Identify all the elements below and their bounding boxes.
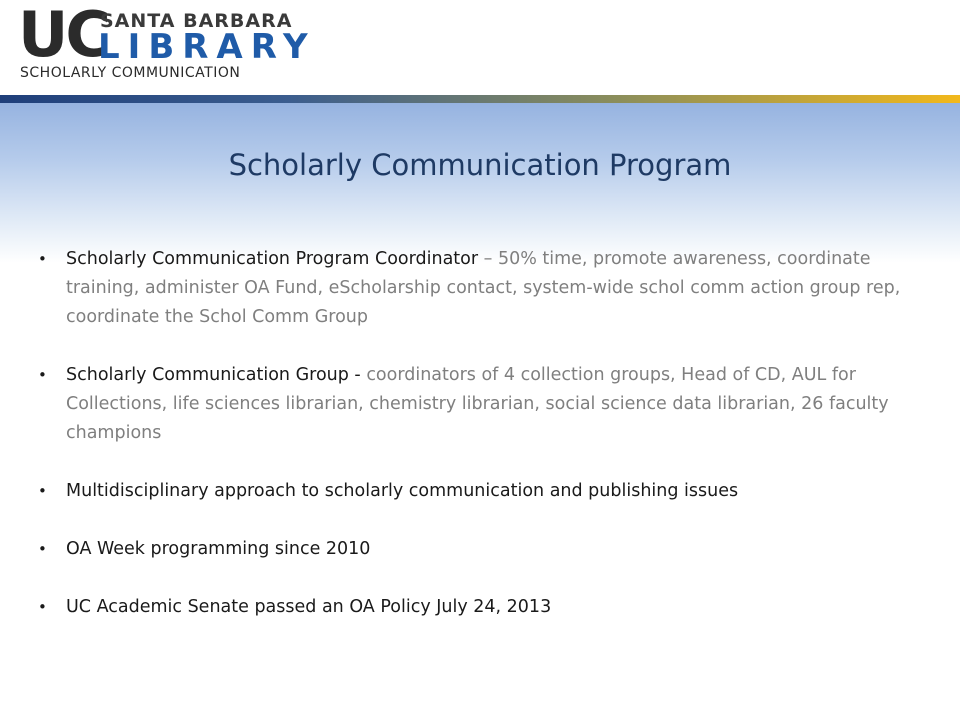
bullet-text: OA Week programming since 2010 (66, 539, 371, 559)
bullet-item (38, 477, 918, 506)
bullet-item (38, 245, 918, 332)
bullet-dot: • (38, 366, 47, 384)
bullet-dot: • (38, 482, 47, 500)
logo-library: LIBRARY (98, 27, 316, 67)
logo-uc: UC (18, 0, 108, 71)
bullet-lead: Scholarly Communication Group - (66, 365, 367, 385)
slide-title: Scholarly Communication Program (228, 148, 732, 182)
title-band (0, 103, 960, 263)
bullet-text: UC Academic Senate passed an OA Policy July 24, 2013 (66, 597, 552, 617)
bullet-dot: • (38, 540, 47, 558)
bullet-detail: – 50% time, promote awareness, coordinate training, administer OA Fund, eScholarship contact, system-wide schol comm action group rep, coordinate the Schol Comm Group (66, 249, 901, 327)
bullet-lead: Scholarly Communication Program Coordinator (66, 249, 479, 269)
library-logo (18, 0, 316, 86)
logo-scholarly-communication: SCHOLARLY COMMUNICATION (20, 65, 241, 81)
bullet-list (38, 245, 918, 622)
bullet-item (38, 593, 918, 622)
bullet-text: Multidisciplinary approach to scholarly communication and publishing issues (66, 481, 739, 501)
header-divider (0, 95, 960, 103)
logo-santa-barbara: SANTA BARBARA (100, 10, 293, 32)
bullet-item (38, 535, 918, 564)
bullet-item (38, 361, 918, 448)
bullet-dot: • (38, 250, 47, 268)
bullet-dot: • (38, 598, 47, 616)
bullet-detail: coordinators of 4 collection groups, Head of CD, AUL for Collections, life sciences librarian, chemistry librarian, social science data librarian, 26 faculty champions (66, 365, 889, 443)
